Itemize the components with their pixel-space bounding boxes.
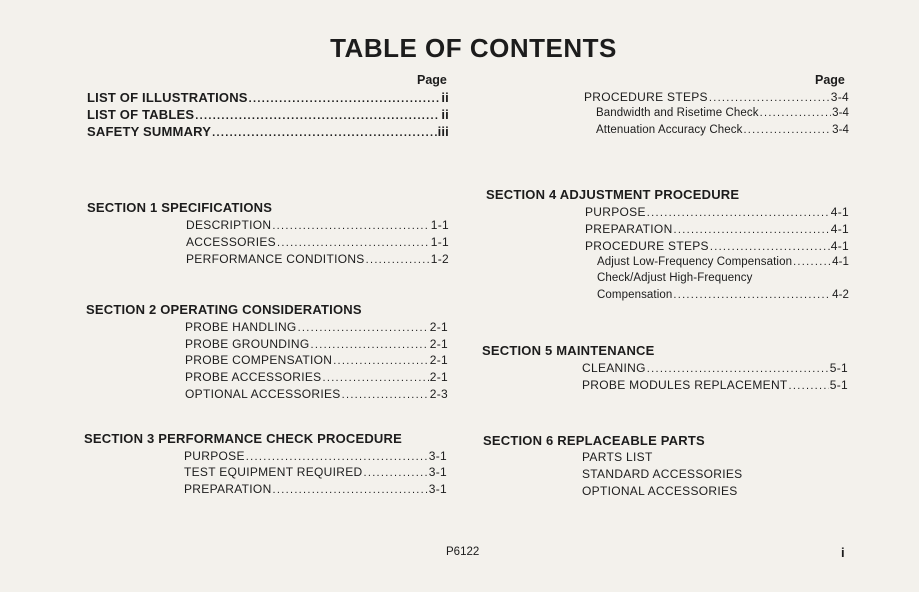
leader-dots [363,468,427,479]
toc-entry-label: Bandwidth and Risetime Check [596,107,759,119]
toc-entry-performance-conditions[interactable] [186,252,449,266]
leader-dots [760,108,831,119]
toc-entry-label: PROBE HANDLING [185,320,297,334]
toc-entry-probe-accessories[interactable] [185,370,448,384]
toc-entry-label: LIST OF ILLUSTRATIONS [87,90,248,105]
toc-entry-label: PROBE ACCESSORIES [185,370,322,384]
footer-page-number: i [841,545,845,560]
toc-entry-adjust-lf-comp[interactable] [597,256,849,268]
toc-entry-page: 3-4 [832,124,849,136]
toc-entry-label: Compensation [597,289,673,301]
leader-dots [246,452,428,463]
toc-entry-label: OPTIONAL ACCESSORIES [185,387,341,401]
toc-entry-purpose-4[interactable] [585,205,849,219]
leader-dots [298,323,429,334]
toc-entry-probe-compensation[interactable] [185,353,448,367]
page-column-header-left: Page [417,73,447,87]
section-1-heading[interactable]: SECTION 1 SPECIFICATIONS [87,200,273,215]
toc-entry-label: PERFORMANCE CONDITIONS [186,252,365,266]
toc-entry-description[interactable] [186,218,449,232]
toc-entry-page: 4-1 [830,222,849,236]
toc-entry-check-adjust-hf-comp[interactable] [597,289,849,301]
toc-entry-parts-list[interactable]: PARTS LIST [582,450,653,464]
toc-entry-safety-summary[interactable] [87,124,449,139]
toc-entry-list-of-illustrations[interactable] [87,90,449,105]
leader-dots [647,364,829,375]
leader-dots [333,356,429,367]
toc-entry-preparation-4[interactable] [585,222,849,236]
toc-entry-probe-grounding[interactable] [185,337,448,351]
toc-entry-page: 1-1 [430,218,449,232]
toc-entry-page: 1-2 [430,252,449,266]
toc-entry-label: Attenuation Accuracy Check [596,124,743,136]
toc-entry-page: 4-1 [830,239,849,253]
toc-entry-label-line1: Check/Adjust High-Frequency [597,272,753,284]
leader-dots [273,485,428,496]
toc-entry-page: 4-1 [830,205,849,219]
toc-entry-probe-modules-replacement[interactable] [582,378,848,392]
toc-entry-page: 4-1 [832,256,849,268]
toc-entry-label: PROCEDURE STEPS [584,90,708,104]
toc-entry-label: ACCESSORIES [186,235,276,249]
toc-entry-page: 3-4 [832,107,849,119]
toc-entry-page: 3-1 [428,449,447,463]
section-6-heading[interactable]: SECTION 6 REPLACEABLE PARTS [483,433,705,448]
leader-dots [789,381,829,392]
toc-entry-page: 4-2 [832,289,849,301]
toc-entry-page: 3-1 [428,465,447,479]
leader-dots [272,221,429,232]
toc-entry-label: CLEANING [582,361,646,375]
page-title: TABLE OF CONTENTS [330,33,617,63]
toc-entry-procedure-steps-3[interactable] [584,90,849,104]
section-4-heading[interactable]: SECTION 4 ADJUSTMENT PROCEDURE [486,187,740,202]
leader-dots [366,255,430,266]
toc-entry-label: PROBE MODULES REPLACEMENT [582,378,788,392]
leader-dots [311,340,429,351]
toc-entry-label: PREPARATION [184,482,272,496]
leader-dots [249,94,441,105]
toc-entry-page: 2-1 [429,337,448,351]
section-3-heading[interactable]: SECTION 3 PERFORMANCE CHECK PROCEDURE [84,431,402,446]
toc-entry-purpose-3[interactable] [184,449,447,463]
toc-entry-label: SAFETY SUMMARY [87,124,212,139]
toc-entry-bandwidth-risetime[interactable] [596,107,849,119]
toc-entry-test-equipment[interactable] [184,465,447,479]
toc-entry-page: 2-1 [429,320,448,334]
toc-entry-attenuation-accuracy[interactable] [596,124,849,136]
leader-dots [647,208,830,219]
toc-entry-label: DESCRIPTION [186,218,272,232]
toc-entry-label: TEST EQUIPMENT REQUIRED [184,465,363,479]
leader-dots [277,238,430,249]
toc-entry-label: LIST OF TABLES [87,107,195,122]
leader-dots [674,225,830,236]
toc-entry-label: Adjust Low-Frequency Compensation [597,256,793,268]
toc-entry-cleaning[interactable] [582,361,848,375]
toc-entry-page: 3-1 [428,482,447,496]
leader-dots [793,257,831,268]
toc-entry-preparation-3[interactable] [184,482,447,496]
toc-entry-label: PURPOSE [184,449,245,463]
leader-dots [710,242,830,253]
toc-entry-page: 3-4 [830,90,849,104]
leader-dots [322,373,428,384]
toc-entry-label: PREPARATION [585,222,673,236]
toc-entry-accessories[interactable] [186,235,449,249]
leader-dots [195,111,440,122]
toc-entry-page: 5-1 [829,378,848,392]
footer-model: P6122 [446,546,480,558]
toc-entry-page: ii [441,107,449,122]
toc-entry-page: 2-1 [429,353,448,367]
toc-entry-page: 2-1 [429,370,448,384]
leader-dots [673,290,831,301]
leader-dots [709,93,830,104]
page-column-header-right: Page [815,73,845,87]
toc-entry-list-of-tables[interactable] [87,107,449,122]
toc-entry-page: ii [441,90,449,105]
toc-entry-page: 1-1 [430,235,449,249]
toc-entry-procedure-steps-4[interactable] [585,239,849,253]
toc-entry-label: PURPOSE [585,205,646,219]
section-5-heading[interactable]: SECTION 5 MAINTENANCE [482,343,655,358]
leader-dots [342,390,429,401]
leader-dots [212,128,436,139]
toc-entry-optional-accessories-2[interactable] [185,387,448,401]
toc-entry-page: 5-1 [829,361,848,375]
leader-dots [743,125,831,136]
toc-entry-standard-accessories[interactable]: STANDARD ACCESSORIES [582,467,743,481]
section-2-heading[interactable]: SECTION 2 OPERATING CONSIDERATIONS [86,302,362,317]
toc-entry-label: PROBE GROUNDING [185,337,310,351]
toc-entry-label: PROCEDURE STEPS [585,239,709,253]
toc-entry-label: PROBE COMPENSATION [185,353,333,367]
toc-entry-page: iii [437,124,449,139]
toc-entry-optional-accessories-6[interactable]: OPTIONAL ACCESSORIES [582,484,738,498]
toc-entry-page: 2-3 [429,387,448,401]
toc-entry-probe-handling[interactable] [185,320,448,334]
